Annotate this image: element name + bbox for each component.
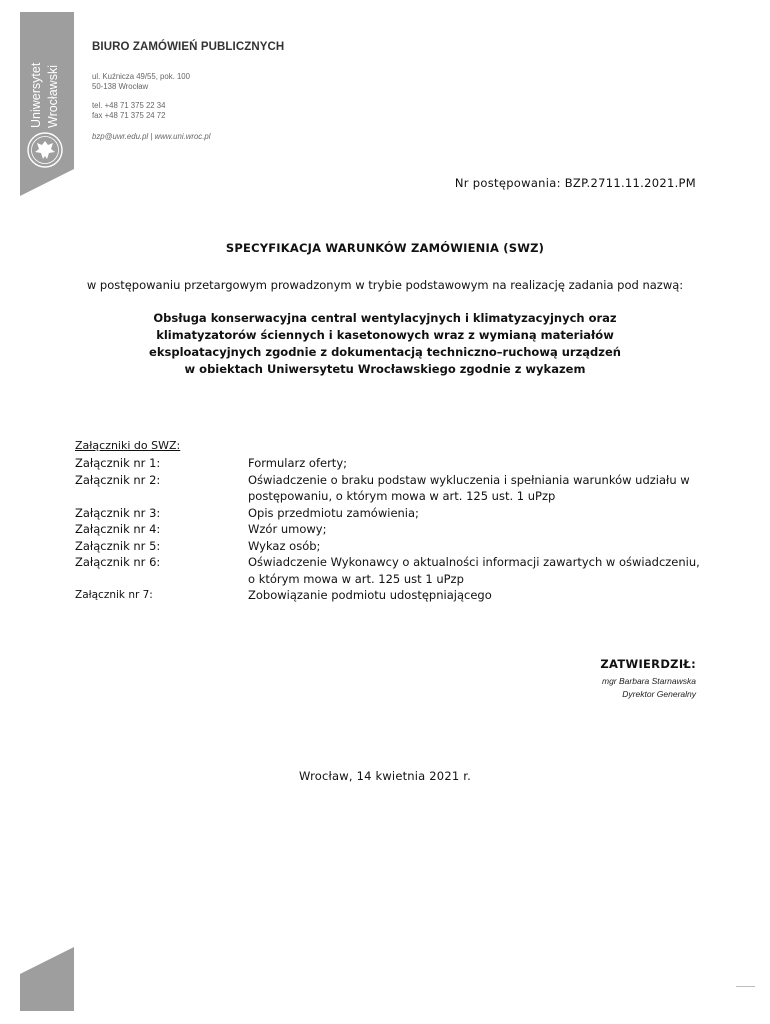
attachment-label: Załącznik nr 2: [75,472,161,487]
banner-line-2: Wrocławski [46,65,60,128]
banner-line-1: Uniwersytet [29,62,43,128]
address-line-2: 50-138 Wrocław [92,82,149,91]
attachment-row [75,521,715,538]
procedure-number: Nr postępowania: BZP.2711.11.2021.PM [454,176,696,190]
attachment-description: Oświadczenie Wykonawcy o aktualności informacji zawartych w oświadczeniu, o którym mowa w art. 125 ust 1 uPzp [248,555,700,586]
address-line-1: ul. Kuźnicza 49/55, pok. 100 [92,72,190,81]
attachment-row [75,455,715,472]
phone-number: tel. +48 71 375 22 34 [92,101,166,110]
attachment-label: Załącznik nr 3: [75,505,161,520]
attachment-label: Załącznik nr 7: [75,589,153,601]
attachment-row [75,554,715,587]
fax-number: fax +48 71 375 24 72 [92,111,166,120]
subject-line-4: w obiektach Uniwersytetu Wrocławskiego zgodnie z wykazem [184,362,586,376]
organization-name: BIURO ZAMÓWIEŃ PUBLICZNYCH [92,41,285,53]
attachment-description: Wzór umowy; [248,522,327,536]
attachment-label: Załącznik nr 5: [75,538,161,553]
attachment-row [75,505,715,522]
approver-position: Dyrektor Generalny [622,689,696,699]
contract-subject [70,310,700,378]
intro-text: w postępowaniu przetargowym prowadzonym w trybie podstawowym na realizację zadania pod nazwą: [86,278,684,292]
attachment-row [75,587,715,604]
document-title: SPECYFIKACJA WARUNKÓW ZAMÓWIENIA (SWZ) [225,241,545,255]
attachment-description: Wykaz osób; [248,538,321,553]
attachment-label: Załącznik nr 4: [75,522,161,536]
attachments-list [75,455,715,604]
subject-line-3: eksploatacyjnych zgodnie z dokumentacją techniczno–ruchową urządzeń [149,345,621,359]
place-and-date: Wrocław, 14 kwietnia 2021 r. [299,769,471,783]
attachment-description: Opis przedmiotu zamówienia; [248,505,419,520]
eagle-crest-icon [25,130,65,170]
attachment-row [75,472,715,505]
attachment-label: Załącznik nr 1: [75,456,161,470]
attachment-description: Zobowiązanie podmiotu udostępniającego [248,588,492,602]
subject-line-1: Obsługa konserwacyjna central wentylacyjnych i klimatyzacyjnych oraz [153,311,617,325]
subject-line-2: klimatyzatorów ściennych i kasetonowych wraz z wymianą materiałów [156,328,614,342]
attachment-description: Formularz oferty; [248,456,347,470]
email-website: bzp@uwr.edu.pl | www.uni.wroc.pl [92,132,211,141]
attachment-description: Oświadczenie o braku podstaw wykluczenia i spełniania warunków udziału w postępowaniu, o którym mowa w art. 125 ust. 1 uPzp [248,472,690,503]
university-logotype [20,18,74,128]
attachment-row [75,538,715,555]
page-divider [736,986,755,987]
footer-corner-decoration [20,947,74,1011]
attachments-header: Załączniki do SWZ: [75,439,181,452]
approval-label: ZATWIERDZIŁ: [600,657,696,671]
attachment-label: Załącznik nr 6: [75,555,161,569]
approver-name: mgr Barbara Starnawska [601,676,696,686]
